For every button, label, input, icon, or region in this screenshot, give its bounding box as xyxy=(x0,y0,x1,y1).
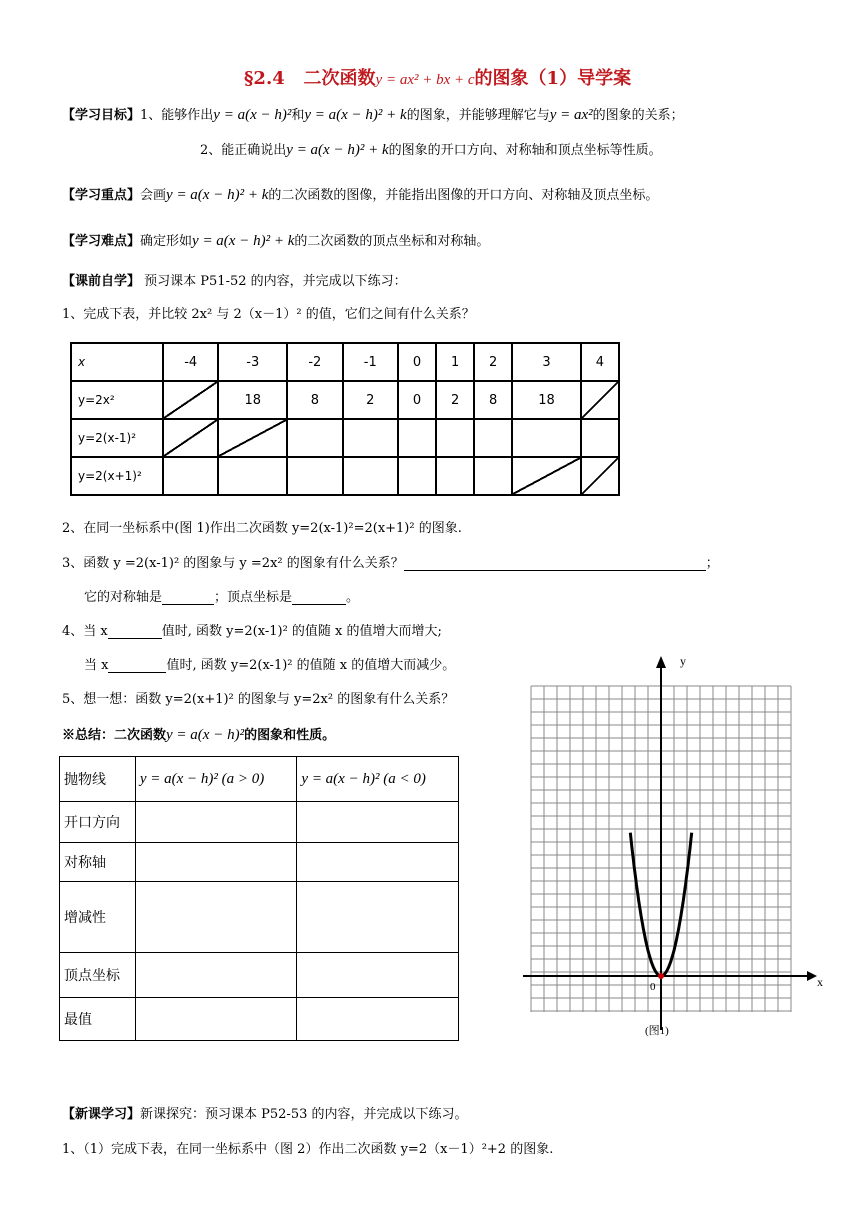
table-row-label: y=2(x-1)² xyxy=(71,419,163,457)
table-cell xyxy=(343,457,398,495)
table-header-cell: 4 xyxy=(581,343,619,381)
table-cell: 8 xyxy=(474,381,512,419)
figure-1-graph xyxy=(515,650,835,1040)
table-row-label: y=2x² xyxy=(71,381,163,419)
table-header-cell: 2 xyxy=(474,343,512,381)
summary-header-cell: y = a(x − h)² (a > 0) xyxy=(135,757,297,802)
key-points: 【学习重点】会画y = a(x − h)² + k的二次函数的图像，并能指出图像的开口方向、对称轴及顶点坐标。 xyxy=(62,187,659,203)
summary-answer-cell[interactable] xyxy=(135,998,297,1041)
origin-label: 0 xyxy=(650,981,656,993)
summary-heading: ※总结：二次函数y = a(x − h)²的图象和性质。 xyxy=(62,727,336,743)
y-axis-label: y xyxy=(680,654,686,668)
difficulties: 【学习难点】确定形如y = a(x − h)² + k的二次函数的顶点坐标和对称轴。 xyxy=(62,233,490,249)
table-cell xyxy=(163,419,218,457)
vertex-point xyxy=(658,973,664,979)
table-cell xyxy=(287,419,342,457)
question-4b: 当 x 值时, 函数 y=2(x-1)² 的值随 x 的值增大而减少。 xyxy=(84,658,456,673)
question-2: 2、在同一坐标系中(图 1)作出二次函数 y=2(x-1)²=2(x+1)² 的图象. xyxy=(62,521,462,536)
summary-header-cell: y = a(x − h)² (a < 0) xyxy=(297,757,459,802)
table-cell xyxy=(343,419,398,457)
page-title: §2.4 二次函数y = ax² + bx + c的图象（1）导学案 xyxy=(244,68,632,89)
x-axis-label: x xyxy=(817,975,823,989)
summary-answer-cell[interactable] xyxy=(297,843,459,882)
summary-row-label: 顶点坐标 xyxy=(60,953,136,998)
learning-goal-1: 【学习目标】1、能够作出y = a(x − h)²和y = a(x − h)² + k的图象，并能够理解它与y = ax²的图象的关系； xyxy=(62,107,684,123)
summary-table xyxy=(59,756,459,1041)
table-cell xyxy=(512,457,581,495)
question-5: 5、想一想：函数 y=2(x+1)² 的图象与 y=2x² 的图象有什么关系？ xyxy=(62,692,455,707)
table-cell xyxy=(163,457,218,495)
table-header-cell: -1 xyxy=(343,343,398,381)
table-header-cell: -2 xyxy=(287,343,342,381)
table-cell xyxy=(163,381,218,419)
table-cell: 2 xyxy=(343,381,398,419)
table-cell: 8 xyxy=(287,381,342,419)
summary-row-label: 最值 xyxy=(60,998,136,1041)
question-4a: 4、当 x 值时, 函数 y=2(x-1)² 的值随 x 的值增大而增大; xyxy=(62,624,442,639)
summary-answer-cell[interactable] xyxy=(297,998,459,1041)
table-cell xyxy=(512,419,581,457)
table-cell xyxy=(581,381,619,419)
table-cell: 18 xyxy=(218,381,287,419)
table-cell xyxy=(398,419,436,457)
table-cell xyxy=(218,457,287,495)
summary-row-label: 对称轴 xyxy=(60,843,136,882)
table-header-cell: 0 xyxy=(398,343,436,381)
y-axis-arrow-icon xyxy=(656,656,666,668)
values-table xyxy=(70,342,620,496)
table-cell xyxy=(436,419,474,457)
summary-answer-cell[interactable] xyxy=(297,882,459,953)
table-cell: 0 xyxy=(398,381,436,419)
table-cell: 2 xyxy=(436,381,474,419)
table-cell xyxy=(287,457,342,495)
summary-row-label: 增减性 xyxy=(60,882,136,953)
table-cell xyxy=(581,457,619,495)
table-cell xyxy=(398,457,436,495)
table-header-cell: -3 xyxy=(218,343,287,381)
summary-answer-cell[interactable] xyxy=(135,953,297,998)
summary-header-cell: 抛物线 xyxy=(60,757,136,802)
summary-answer-cell[interactable] xyxy=(135,802,297,843)
table-cell xyxy=(474,457,512,495)
table-cell xyxy=(581,419,619,457)
table-cell xyxy=(474,419,512,457)
summary-answer-cell[interactable] xyxy=(297,802,459,843)
question-3-fill: 它的对称轴是 ；顶点坐标是 。 xyxy=(84,590,360,605)
table-cell xyxy=(436,457,474,495)
new-question-1: 1、（1）完成下表，在同一坐标系中（图 2）作出二次函数 y=2（x－1）²+2 的图象. xyxy=(62,1142,554,1157)
question-1: 1、完成下表，并比较 2x² 与 2（x－1）² 的值，它们之间有什么关系？ xyxy=(62,307,475,322)
preview-heading: 【课前自学】 预习课本 P51-52 的内容，并完成以下练习： xyxy=(62,274,407,289)
table-header-cell: -4 xyxy=(163,343,218,381)
table-cell xyxy=(218,419,287,457)
table-header-x: x xyxy=(71,343,163,381)
summary-row-label: 开口方向 xyxy=(60,802,136,843)
summary-answer-cell[interactable] xyxy=(135,843,297,882)
table-header-cell: 1 xyxy=(436,343,474,381)
table-row-label: y=2(x+1)² xyxy=(71,457,163,495)
table-cell: 18 xyxy=(512,381,581,419)
summary-answer-cell[interactable] xyxy=(135,882,297,953)
x-axis-arrow-icon xyxy=(807,971,817,981)
figure-caption: (图1) xyxy=(645,1025,669,1037)
new-learning-heading: 【新课学习】新课探究：预习课本 P52-53 的内容，并完成以下练习。 xyxy=(62,1107,468,1122)
table-header-cell: 3 xyxy=(512,343,581,381)
learning-goal-2: 2、能正确说出y = a(x − h)² + k的图象的开口方向、对称轴和顶点坐标等性质。 xyxy=(200,142,662,158)
summary-answer-cell[interactable] xyxy=(297,953,459,998)
question-3: 3、函数 y =2(x-1)² 的图象与 y =2x² 的图象有什么关系？ ； xyxy=(62,556,719,571)
